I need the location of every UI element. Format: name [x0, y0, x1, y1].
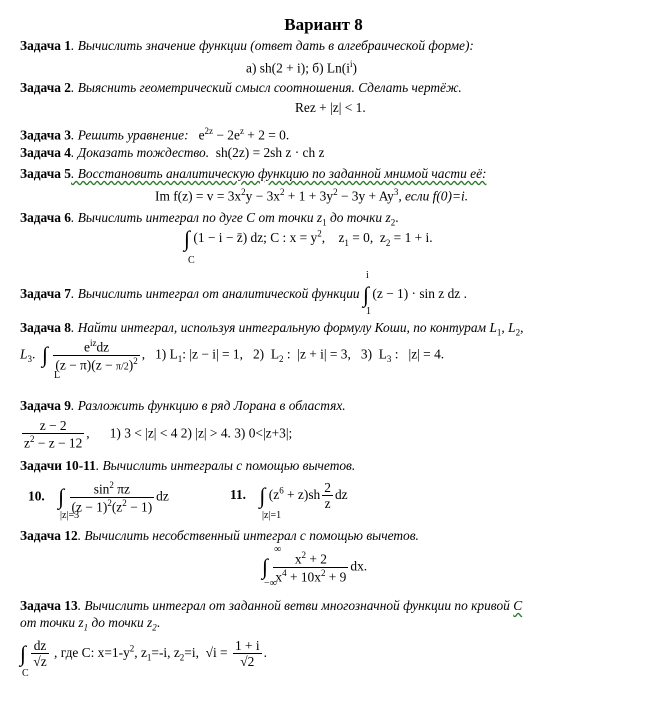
task-5: Задача 5. Восстановить аналитическую функцию по заданной мнимой части её:: [20, 166, 487, 181]
page-title: Вариант 8: [284, 15, 363, 34]
task-5-formula: Im $f(z) = v = 3x^2y - 3x^2 + 1 + 3y^2 - 3y + Ay^3$, если f(0)=i.: [155, 187, 469, 204]
task-2-formula: Rez + |z| < 1.: [295, 100, 366, 115]
task-10-11: Задачи 10-11. Вычислить интегралы с помощью вычетов.: [20, 458, 356, 473]
task-10-formula: 10. ∫ |z|=3 $\frac{\sin^2 \pi z}{(z - 1)^2(z^2 - 1)}$ dz: [28, 480, 169, 521]
task-11-formula: 11. ∫ |z|=1 $(z^6 + z)sh$ $\frac{2}{z}$ dz: [230, 480, 348, 521]
task-1: Задача 1. Вычислить значение функции (ответ дать в алгебраической форме):: [20, 38, 474, 53]
task-2: Задача 2. Выяснить геометрический смысл соотношения. Сделать чертёж.: [20, 80, 462, 95]
task-6-formula: ∫ C (1 − i − z̄) dz; C : $x = y^2$, $z_1 = 0$, $z_2 = 1 + i$.: [184, 226, 433, 266]
task-9-formula: $\frac{z - 2}{z^2 - z - 12}$ , 1) 3 < |z| < 4 2) |z| > 4. 3) 0<|z+3|;: [24, 418, 293, 451]
task-13-formula: ∫ C $\frac{dz}{√z}$ , где C: $x=1-y^2$, $z_1=-i$, $z_2=i$, √i = $\frac{1 + i}{√2}$ .: [20, 638, 267, 679]
task-13-line2: от точки $z_1$ до точки $z_2$.: [20, 615, 161, 633]
task-4: Задача 4. Доказать тождество. sh(2z) = 2sh z · ch z: [20, 145, 325, 160]
task-12: Задача 12. Вычислить несобственный интеграл с помощью вычетов.: [20, 528, 419, 543]
task-7: Задача 7. Вычислить интеграл от аналитической функции i ∫ 1 (z − 1) · sin z dz .: [20, 270, 467, 317]
task-1-formula: а) sh(2 + i); б) $Ln(i^i)$: [246, 59, 357, 76]
task-12-formula: ∞ ∫ −∞ $\frac{x^2 + 2}{x^4 + 10x^2 + 9}$ dx.: [262, 544, 368, 589]
task-6: Задача 6. Вычислить интеграл по дуге C от точки $z_1$ до точки $z_2$.: [20, 210, 399, 228]
task-8-formula: $L_3$. ∫ L $\frac{e^{iz}dz}{(z - \pi)(z - \pi/2)^2}$ , 1) $L_1$: |z − i| = 1, 2) $L_2$ : |z + i| = 3, 3) $L_3$ : |z| = 4.: [20, 338, 445, 381]
task-3: Задача 3. Решить уравнение: $e^{2z} - 2e^z + 2 = 0$.: [20, 126, 290, 143]
task-9: Задача 9. Разложить функцию в ряд Лорана в областях.: [20, 398, 346, 413]
task-8: Задача 8. Найти интеграл, используя интегральную формулу Коши, по контурам $L_1$, $L_2$,: [20, 320, 524, 338]
task-13: Задача 13. Вычислить интеграл от заданной ветви многозначной функции по кривой C: [20, 598, 523, 613]
